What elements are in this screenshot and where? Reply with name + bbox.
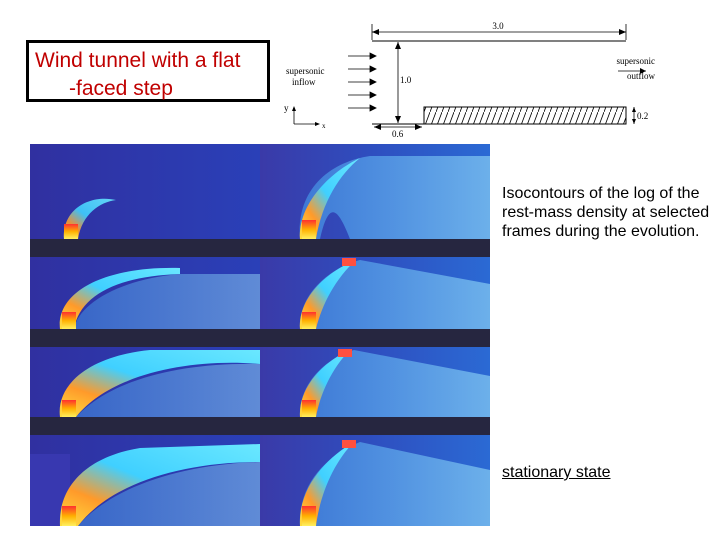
outflow-label-1: supersonic xyxy=(616,56,655,66)
title-line-2: -faced step xyxy=(69,77,173,100)
caption: Isocontours of the log of the rest-mass density at selected frames during the evolution. xyxy=(502,185,710,240)
frame-1 xyxy=(30,144,260,239)
wind-tunnel-schematic xyxy=(280,16,660,140)
width-arrow-right xyxy=(619,29,626,35)
axis-y-label: y xyxy=(284,103,289,113)
frame-2 xyxy=(260,144,490,239)
step-x-label: 0.6 xyxy=(392,129,404,139)
width-label: 3.0 xyxy=(492,21,504,31)
frame-3 xyxy=(30,257,260,329)
step-bar-2 xyxy=(30,329,490,347)
stationary-state-label: stationary state xyxy=(502,464,611,481)
frame-7 xyxy=(30,435,260,526)
width-arrow-left xyxy=(372,29,379,35)
outflow-label-2: outflow xyxy=(627,71,655,81)
height-label: 1.0 xyxy=(400,75,412,85)
title-box xyxy=(26,40,270,102)
frame-6 xyxy=(260,347,490,417)
step-bar-3 xyxy=(30,417,490,435)
inflow-label-1: supersonic xyxy=(286,66,325,76)
frame-4 xyxy=(260,257,490,329)
step-bar-1 xyxy=(30,239,490,257)
title-line-1: Wind tunnel with a flat xyxy=(35,49,241,72)
simulation-frames xyxy=(30,144,490,526)
step-hatched xyxy=(424,107,626,124)
frame-8 xyxy=(260,435,490,526)
inflow-arrows xyxy=(348,53,376,111)
step-height-label: 0.2 xyxy=(637,111,649,121)
axis-x-label: x xyxy=(322,122,326,130)
frame-5 xyxy=(30,347,260,417)
inflow-label-2: inflow xyxy=(292,77,316,87)
